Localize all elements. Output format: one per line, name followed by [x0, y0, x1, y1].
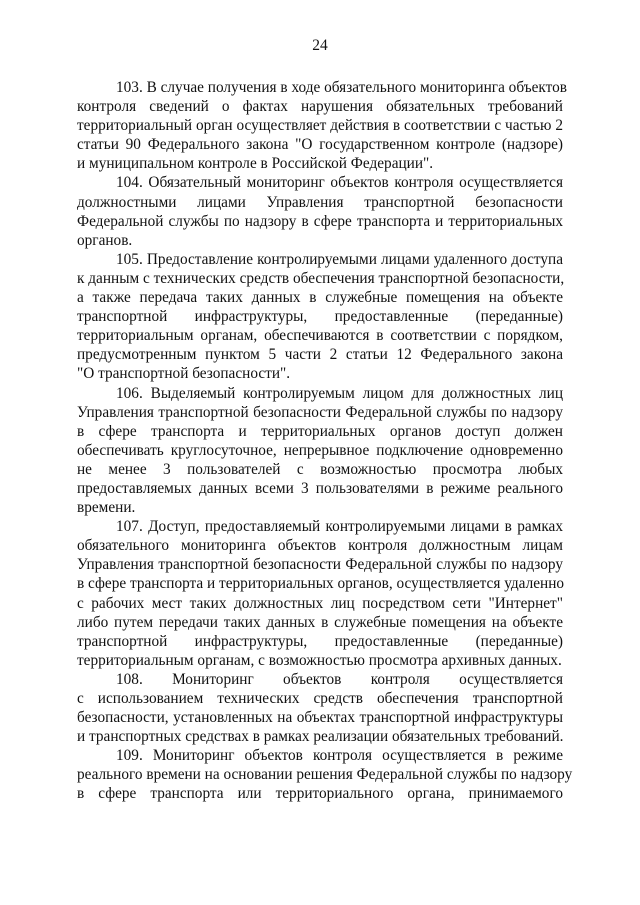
text-line: не менее 3 пользователей с возможностью просмотра любых	[77, 460, 563, 478]
text-line: в сфере транспорта и территориальных органов доступ должен	[77, 422, 563, 440]
text-line: с рабочих мест таких должностных лиц посредством сети "Интернет"	[77, 594, 563, 612]
text-line: "О транспортной безопасности".	[77, 365, 291, 383]
text-line: 109. Мониторинг объектов контроля осуществляется в режиме	[116, 747, 563, 765]
text-line: 104. Обязательный мониторинг объектов контроля осуществляется	[116, 174, 563, 192]
text-line: территориальным органам, с возможностью просмотра архивных данных.	[77, 651, 562, 669]
paragraph	[77, 746, 573, 803]
text-line: времени.	[77, 499, 136, 517]
text-line: и транспортных средствах в рамках реализации обязательных требований.	[77, 728, 564, 746]
text-line: Управления транспортной безопасности Федеральной службы по надзору	[77, 403, 563, 421]
text-line: контроля сведений о фактах нарушения обязательных требований	[77, 98, 563, 116]
paragraph	[77, 250, 563, 384]
text-line: в сфере транспорта и территориальных органов, осуществляется удаленно	[77, 575, 565, 593]
text-line: с использованием технических средств обеспечения транспортной	[77, 690, 563, 707]
text-line: реального времени на основании решения Федеральной службы по надзору	[77, 766, 573, 784]
text-line: Федеральной службы по надзору в сфере транспорта и территориальных	[77, 212, 563, 230]
text-line: а также передача таких данных в служебные помещения на объекте	[77, 289, 563, 307]
text-line: 103. В случае получения в ходе обязательного мониторинга объектов	[116, 79, 568, 96]
text-line: транспортной инфраструктуры, предоставленные (переданные)	[77, 632, 563, 650]
paragraph	[77, 173, 563, 249]
text-line: 107. Доступ, предоставляемый контролируемыми лицами в рамках	[116, 518, 563, 536]
text-line: территориальный орган осуществляет действия в соответствии с частью 2	[77, 117, 563, 135]
text-line: предоставляемых данных всеми 3 пользователями в режиме реального	[77, 479, 563, 497]
text-line: должностными лицами Управления транспортной безопасности	[77, 193, 563, 211]
text-line: предусмотренным пунктом 5 части 2 статьи 12 Федерального закона	[77, 346, 563, 364]
paragraph	[77, 78, 568, 173]
text-line: органов.	[77, 231, 133, 249]
text-line: и муниципальном контроле в Российской Федерации".	[77, 155, 434, 173]
text-line: 108. Мониторинг объектов контроля осуществляется	[116, 670, 563, 688]
text-line: безопасности, установленных на объектах транспортной инфраструктуры	[77, 709, 563, 727]
paragraph	[77, 517, 563, 670]
text-line: Управления транспортной безопасности Федеральной службы по надзору	[77, 556, 563, 574]
text-line: либо путем передачи таких данных в служебные помещения на объекте	[77, 613, 563, 631]
text-line: транспортной инфраструктуры, предоставленные (переданные)	[77, 308, 563, 326]
paragraph	[77, 670, 563, 746]
paragraph	[77, 384, 563, 518]
text-line: 106. Выделяемый контролируемым лицом для должностных лиц	[116, 384, 563, 402]
text-line: в сфере транспорта или территориального органа, принимаемого	[77, 785, 563, 803]
text-line: 105. Предоставление контролируемыми лицами удаленного доступа	[116, 250, 563, 268]
text-line: статьи 90 Федерального закона "О государственном контроле (надзоре)	[77, 136, 563, 154]
page-number: 24	[312, 37, 328, 54]
text-line: территориальным органам, обеспечиваются в соответствии с порядком,	[77, 327, 563, 345]
text-line: обязательного мониторинга объектов контроля должностным лицам	[77, 537, 563, 555]
document-body	[77, 78, 573, 804]
text-line: к данным с технических средств обеспечения транспортной безопасности,	[77, 269, 565, 287]
text-line: обеспечивать круглосуточное, непрерывное подключение одновременно	[77, 441, 563, 459]
